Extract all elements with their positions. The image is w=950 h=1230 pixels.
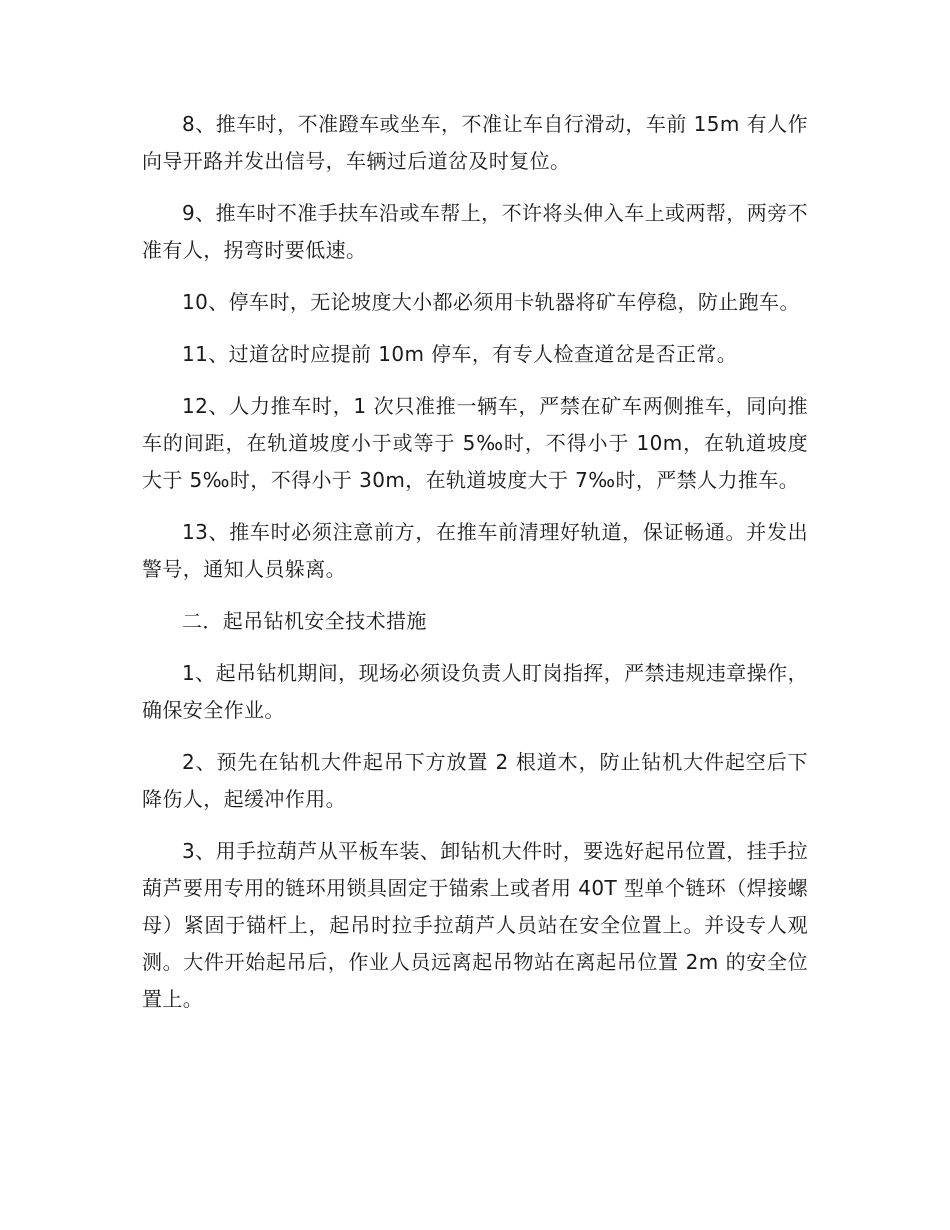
paragraph-item-3: 3、用手拉葫芦从平板车装、卸钻机大件时，要选好起吊位置，挂手拉葫芦要用专用的链环用锁具固定于锚索上或者用 40T 型单个链环（焊接螺母）紧固于锚杆上，起吊时拉手拉葫芦人员站在安全位置上。并设专人观测。大件开始起吊后，作业人员远离起吊物站在离起吊位置 2m 的安全位置上。 xyxy=(142,839,808,1011)
paragraph-item-1: 1、起吊钻机期间，现场必须设负责人盯岗指挥，严禁违规违章操作，确保安全作业。 xyxy=(142,661,808,722)
paragraph-item-11: 11、过道岔时应提前 10m 停车，有专人检查道岔是否正常。 xyxy=(182,342,738,366)
paragraph-item-12: 12、人力推车时，1 次只准推一辆车，严禁在矿车两侧推车，同向推车的间距，在轨道坡度小于或等于 5‰时，不得小于 10m，在轨道坡度大于 5‰时，不得小于 30m，在轨道坡度大于 7‰时，严禁人力推车。 xyxy=(142,394,808,492)
document-body xyxy=(142,106,808,1033)
paragraph-item-10: 10、停车时，无论坡度大小都必须用卡轨器将矿车停稳，防止跑车。 xyxy=(182,290,800,314)
paragraph-item-8: 8、推车时，不准蹬车或坐车，不准让车自行滑动，车前 15m 有人作向导开路并发出信号，车辆过后道岔及时复位。 xyxy=(142,112,808,173)
paragraph-item-2: 2、预先在钻机大件起吊下方放置 2 根道木，防止钻机大件起空后下降伤人，起缓冲作用。 xyxy=(142,750,808,811)
paragraph-item-9: 9、推车时不准手扶车沿或车帮上，不许将头伸入车上或两帮，两旁不准有人，拐弯时要低速。 xyxy=(142,201,808,262)
paragraph-item-13: 13、推车时必须注意前方，在推车前清理好轨道，保证畅通。并发出警号，通知人员躲离。 xyxy=(142,520,808,581)
section-heading: 二．起吊钻机安全技术措施 xyxy=(182,609,427,633)
